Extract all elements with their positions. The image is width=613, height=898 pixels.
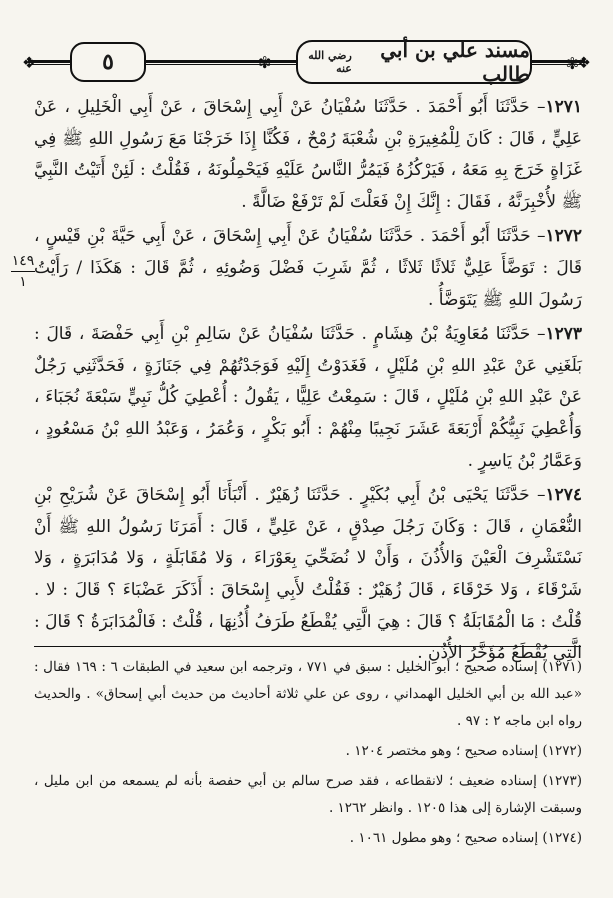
ornament-icon: ❖ — [22, 53, 37, 72]
footnote-text: إسناده صحيح ؛ وهو مطول ١٠٦١ . — [349, 830, 539, 846]
honorific-text: رضي الله عنه — [308, 49, 352, 75]
hadith-text: – حَدَّثَنَا يَحْيَى بْنُ أَبِي بُكَيْرٍ . حَدَّثَنَا زُهَيْرٌ . أَنْبَأَنَا أَبُو إِسْحَاقَ عَنْ شُرَيْحِ بْنِ النُّعْمَانِ ، قَالَ : وَكَانَ رَجُلَ صِدْقٍ ، عَنْ عَلِيٍّ ، قَالَ : أَمَرَنَا رَسُولُ اللهِ ﷺ أَنْ نَسْتَشْرِفَ الْعَيْنَ وَالأُذُنَ ، وَأَنْ لا نُضَحِّيَ بِعَوْرَاءَ ، وَلا مُقَابَلَةٍ ، وَلا مُدَابَرَةٍ ، وَلا شَرْقَاءَ ، وَلا خَرْقَاءَ ، قَالَ زُهَيْرٌ : فَقُلْتُ لأَبِي إِسْحَاقَ : أَذَكَرَ عَضْبَاءَ ؟ قَالَ : لا . قُلْتُ : مَا الْمُقَابَلَةُ ؟ قَالَ : هِيَ الَّتِي يُقْطَعُ طَرَفُ أُذُنِهَا ، قُلْتُ : فَالْمُدَابَرَةُ ؟ قَالَ : الَّتِي يُقْطَعُ مُؤَخَّرُ الأُذُنِ . — [34, 485, 582, 664]
hadith-number: ١٢٧٤ — [545, 485, 582, 506]
ornament-icon: ✾ — [565, 54, 579, 73]
margin-volume-number: ١ — [19, 274, 27, 290]
ornament-icon: ✾ — [258, 53, 272, 72]
footnote-separator — [34, 646, 581, 647]
hadith-text: – حَدَّثَنَا أَبُو أَحْمَدَ . حَدَّثَنَا سُفْيَانُ عَنْ أَبِي إِسْحَاقَ ، عَنْ أَبِي حَيَّةَ بْنِ قَيْسٍ ، قَالَ : تَوَضَّأَ عَلِيٌّ ثَلاثًا ثَلاثًا ، ثُمَّ شَرِبَ فَضْلَ وَضُوئِهِ ، ثُمَّ قَالَ : هَكَذَا / رَأَيْتُ رَسُولَ اللهِ ﷺ يَتَوَضَّأُ . — [34, 226, 582, 310]
hadith-paragraph — [34, 221, 582, 316]
page-header — [22, 28, 591, 86]
footnote — [34, 825, 582, 852]
footnotes — [34, 654, 582, 855]
hadith-text: – حَدَّثَنَا أَبُو أَحْمَدَ . حَدَّثَنَا سُفْيَانُ عَنْ أَبِي إِسْحَاقَ ، عَنْ أَبِي الْخَلِيلِ ، عَنْ عَلِيٍّ ، قَالَ : كَانَ لِلْمُغِيرَةِ بْنِ شُعْبَةَ رُمْحٌ ، فَكُنَّا إِذَا خَرَجْنَا مَعَ رَسُولِ اللهِ ﷺ فِي غَزَاةٍ خَرَجَ بِهِ مَعَهُ ، فَيَرْكُزُهُ فَيَمُرُّ النَّاسُ عَلَيْهِ فَيَحْمِلُونَهُ ، فَقُلْتُ : لَئِنْ أَتَيْتُ النَّبِيَّ ﷺ لأُخْبِرَنَّهُ ، فَقَالَ : إِنَّكَ إِنْ فَعَلْتَ لَمْ تَرْفَعْ ضَالَّةً . — [34, 97, 582, 212]
hadith-number: ١٢٧٣ — [545, 324, 582, 345]
footnote-number: (١٢٧٣) — [542, 773, 583, 789]
hadith-number: ١٢٧٢ — [545, 226, 582, 247]
hadith-paragraph — [34, 92, 582, 218]
page-number-text: ٥ — [102, 49, 114, 75]
running-title — [296, 40, 532, 84]
footnote-number: (١٢٧٢) — [542, 743, 582, 759]
footnote-text: إسناده صحيح ؛ وهو مختصر ١٢٠٤ . — [345, 743, 539, 759]
ornament-icon: ❖ — [576, 53, 591, 72]
hadith-paragraph — [34, 480, 582, 670]
main-text — [34, 92, 582, 673]
hadith-paragraph — [34, 319, 582, 477]
footnote — [34, 654, 582, 735]
margin-page-number: ١٤٩ — [11, 253, 35, 269]
footnote — [34, 768, 582, 822]
hadith-number: ١٢٧١ — [545, 97, 582, 117]
page-number — [70, 42, 146, 82]
hadith-text: – حَدَّثَنَا مُعَاوِيَةُ بْنُ هِشَامٍ . حَدَّثَنَا سُفْيَانُ عَنْ سَالِمِ بْنِ أَبِي حَفْصَةَ ، قَالَ : بَلَغَنِي عَنْ عَبْدِ اللهِ بْنِ مُلَيْلٍ ، فَغَدَوْتُ إِلَيْهِ فَوَجَدْتُهُمْ فِي جَنَازَةٍ ، فَحَدَّثَنِي رَجُلٌ عَنْ عَبْدِ اللهِ بْنِ مُلَيْلٍ ، قَالَ : سَمِعْتُ عَلِيًّا ، يَقُولُ : أُعْطِيَ كُلُّ نَبِيٍّ سَبْعَةَ نُجَبَاءَ ، وَأُعْطِيَ نَبِيُّكُمْ أَرْبَعَةَ عَشَرَ نَجِيبًا مِنْهُمْ : أَبُو بَكْرٍ ، وَعُمَرُ ، وَعَبْدُ اللهِ بْنُ مَسْعُودٍ ، وَعَمَّارُ بْنُ يَاسِرٍ . — [34, 324, 582, 471]
footnote-number: (١٢٧٤) — [542, 830, 582, 846]
running-title-text: مسند علي بن أبي طالب — [380, 38, 530, 86]
footnote-number: (١٢٧١) — [542, 659, 582, 675]
footnote-text: إسناده صحيح ؛ أبو الخليل : سبق في ٧٧١ ، وترجمه ابن سعيد في الطبقات ٦ : ١٦٩ فقال : «عبد الله بن أبي الخليل الهمداني ، روى عن علي ثلاثة أحاديث من حديث أبي إسحاق» . والحديث رواه ابن ماجه ٢ : ٩٧ . — [34, 659, 582, 729]
footnote — [34, 738, 582, 765]
margin-divider — [11, 271, 35, 272]
footnote-text: إسناده ضعيف ؛ لانقطاعه ، فقد صرح سالم بن أبي حفصة بأنه لم يسمعه من ابن مليل ، وسبقت الإشارة إلى هذا ١٢٠٥ . وانظر ١٢٦٢ . — [34, 773, 582, 816]
